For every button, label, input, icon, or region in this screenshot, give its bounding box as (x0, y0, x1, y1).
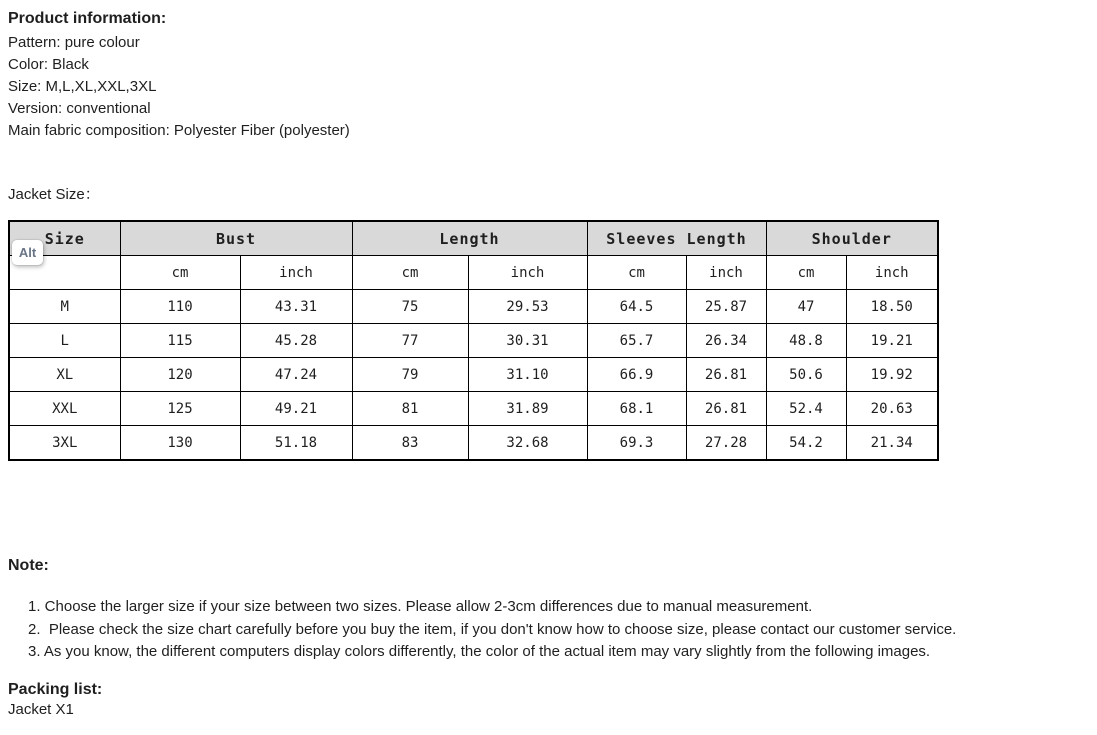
product-info-line-pattern: Pattern: pure colour (8, 34, 140, 51)
size-table (8, 220, 939, 461)
table-row-xxl (9, 392, 938, 426)
packing-list-item: Jacket X1 (8, 700, 74, 718)
table-row-m (9, 290, 938, 324)
table-row-l (9, 324, 938, 358)
value-cell: 52.4 (766, 392, 846, 426)
value-cell: 49.21 (240, 392, 352, 426)
value-cell: 115 (120, 324, 240, 358)
value-cell: 130 (120, 426, 240, 461)
product-info-line-size: Size: M,L,XL,XXL,3XL (8, 78, 157, 95)
value-cell: 43.31 (240, 290, 352, 324)
table-unit-row (9, 256, 938, 290)
unit-cell: inch (846, 256, 938, 290)
value-cell: 27.28 (686, 426, 766, 461)
unit-cell: cm (587, 256, 686, 290)
size-cell: XXL (9, 392, 120, 426)
size-cell: M (9, 290, 120, 324)
product-information-title: Product information: (8, 10, 167, 27)
product-information-section (8, 10, 1097, 142)
value-cell: 77 (352, 324, 468, 358)
col-header-size: Size (9, 221, 120, 256)
value-cell: 75 (352, 290, 468, 324)
product-info-line-fabric: Main fabric composition: Polyester Fiber (polyester) (8, 122, 350, 139)
value-cell: 125 (120, 392, 240, 426)
value-cell: 21.34 (846, 426, 938, 461)
packing-list-section (8, 681, 1097, 721)
value-cell: 48.8 (766, 324, 846, 358)
value-cell: 50.6 (766, 358, 846, 392)
value-cell: 81 (352, 392, 468, 426)
value-cell: 69.3 (587, 426, 686, 461)
note-title: Note: (8, 557, 49, 574)
value-cell: 25.87 (686, 290, 766, 324)
value-cell: 47.24 (240, 358, 352, 392)
value-cell: 26.81 (686, 358, 766, 392)
value-cell: 51.18 (240, 426, 352, 461)
value-cell: 20.63 (846, 392, 938, 426)
unit-cell: inch (686, 256, 766, 290)
col-header-sleeves-length: Sleeves Length (587, 221, 766, 256)
table-row-3xl (9, 426, 938, 461)
value-cell: 83 (352, 426, 468, 461)
value-cell: 19.21 (846, 324, 938, 358)
value-cell: 19.92 (846, 358, 938, 392)
value-cell: 65.7 (587, 324, 686, 358)
table-header-row (9, 221, 938, 256)
unit-cell: inch (468, 256, 587, 290)
value-cell: 66.9 (587, 358, 686, 392)
value-cell: 120 (120, 358, 240, 392)
table-row-xl (9, 358, 938, 392)
value-cell: 31.10 (468, 358, 587, 392)
unit-cell: cm (766, 256, 846, 290)
col-header-shoulder: Shoulder (766, 221, 938, 256)
jacket-size-label: Jacket Size： (8, 186, 100, 203)
value-cell: 26.34 (686, 324, 766, 358)
value-cell: 79 (352, 358, 468, 392)
col-header-length: Length (352, 221, 587, 256)
value-cell: 64.5 (587, 290, 686, 324)
product-info-line-version: Version: conventional (8, 100, 151, 117)
note-section (8, 557, 1097, 664)
value-cell: 31.89 (468, 392, 587, 426)
col-header-bust: Bust (120, 221, 352, 256)
packing-list-title: Packing list: (8, 680, 103, 698)
value-cell: 45.28 (240, 324, 352, 358)
value-cell: 32.68 (468, 426, 587, 461)
unit-cell: cm (352, 256, 468, 290)
value-cell: 110 (120, 290, 240, 324)
value-cell: 30.31 (468, 324, 587, 358)
size-cell: 3XL (9, 426, 120, 461)
size-cell: L (9, 324, 120, 358)
note-item-1: 1. Choose the larger size if your size between two sizes. Please allow 2-3cm differences due to manual measurement. (28, 598, 813, 615)
note-item-2: 2. Please check the size chart carefully before you buy the item, if you don't know how to choose size, please contact our customer service. (28, 620, 957, 638)
unit-cell: cm (120, 256, 240, 290)
note-list (8, 596, 1097, 664)
value-cell: 26.81 (686, 392, 766, 426)
value-cell: 18.50 (846, 290, 938, 324)
value-cell: 68.1 (587, 392, 686, 426)
alt-key-badge: Alt (12, 240, 43, 265)
value-cell: 29.53 (468, 290, 587, 324)
product-info-line-color: Color: Black (8, 56, 89, 73)
size-cell: XL (9, 358, 120, 392)
value-cell: 47 (766, 290, 846, 324)
value-cell: 54.2 (766, 426, 846, 461)
unit-cell: inch (240, 256, 352, 290)
note-item-3: 3. As you know, the different computers display colors differently, the color of the actual item may vary slightly from the following images. (28, 643, 931, 660)
